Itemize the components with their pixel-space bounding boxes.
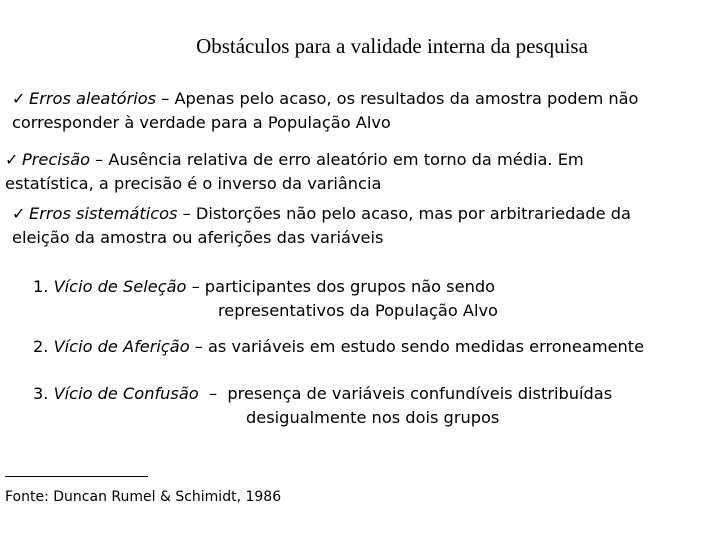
item-label: Vício de Aferição — [53, 337, 190, 356]
numbered-item-measurement-bias — [33, 335, 644, 359]
bullet-text: – Apenas pelo acaso, os resultados da amostra podem não — [156, 89, 639, 108]
slide-title: Obstáculos para a validade interna da pesquisa — [196, 34, 588, 58]
item-label: Vício de Confusão — [53, 384, 199, 403]
bullet-line — [12, 87, 638, 111]
item-number: 2. — [33, 337, 49, 356]
numbered-item-continuation: representativos da População Alvo — [218, 301, 498, 320]
checkmark-icon: ✓ — [12, 89, 26, 108]
item-text: – as variáveis em estudo sendo medidas erroneamente — [189, 337, 645, 356]
bullet-continuation: estatística, a precisão é o inverso da variância — [5, 174, 382, 193]
bullet-precision — [5, 148, 584, 196]
item-text: – participantes dos grupos não sendo — [186, 277, 496, 296]
checkmark-icon: ✓ — [5, 150, 19, 169]
bullet-term: Precisão — [22, 150, 91, 169]
numbered-item-confounding-bias — [33, 382, 612, 406]
bullet-continuation: eleição da amostra ou aferições das variáveis — [12, 228, 384, 247]
bullet-line — [12, 202, 631, 226]
bullet-line — [5, 148, 584, 172]
bullet-text: – Distorções não pelo acaso, mas por arbitrariedade da — [177, 204, 631, 223]
bullet-random-errors — [12, 87, 638, 135]
numbered-item-continuation: desigualmente nos dois grupos — [246, 408, 500, 427]
bullet-text: – Ausência relativa de erro aleatório em torno da média. Em — [90, 150, 584, 169]
item-number: 3. — [33, 384, 49, 403]
footnote-divider — [5, 476, 148, 477]
item-label: Vício de Seleção — [53, 277, 187, 296]
bullet-term: Erros sistemáticos — [29, 204, 178, 223]
item-number: 1. — [33, 277, 49, 296]
numbered-item-selection-bias — [33, 275, 495, 299]
source-citation: Fonte: Duncan Rumel & Schimidt, 1986 — [5, 489, 282, 505]
item-text: – presença de variáveis confundíveis distribuídas — [198, 384, 613, 403]
bullet-systematic-errors — [12, 202, 631, 250]
bullet-term: Erros aleatórios — [29, 89, 157, 108]
bullet-continuation: corresponder à verdade para a População Alvo — [12, 113, 391, 132]
checkmark-icon: ✓ — [12, 204, 26, 223]
